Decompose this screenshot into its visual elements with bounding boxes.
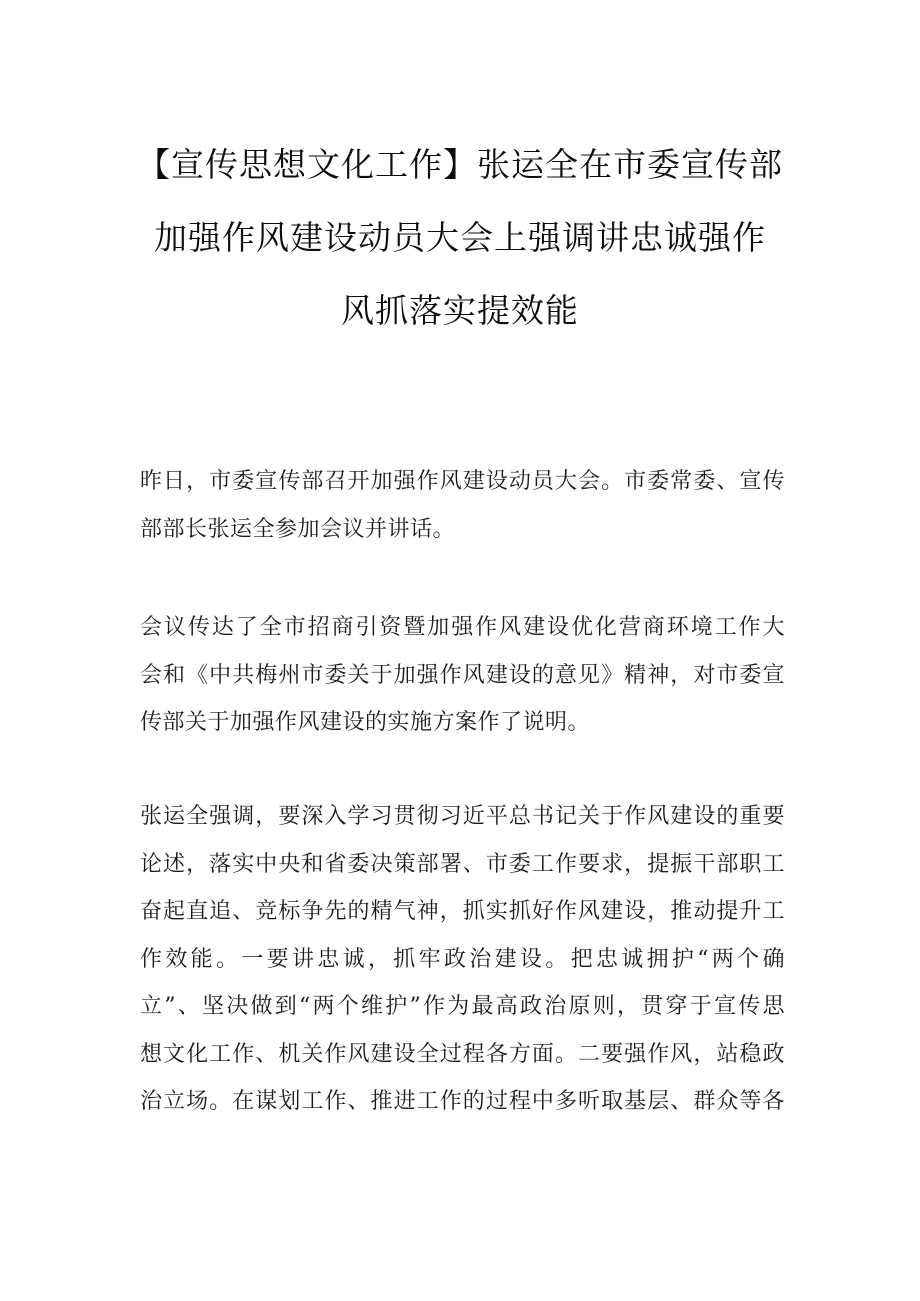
paragraph-line: 立”、坚决做到“两个维护”作为最高政治原则，贯穿于宣传思 [140,994,785,1019]
title-line: 加强作风建设动员大会上强调讲忠诚强作 [154,218,766,257]
paragraph-line: 治立场。在谋划工作、推进工作的过程中多听取基层、群众等各 [140,1089,785,1114]
paragraph-line: 会和《中共梅州市委关于加强作风建设的意见》精神，对市委宣 [140,662,785,688]
paragraph-line: 想文化工作、机关作风建设全过程各方面。二要强作风，站稳政 [140,1041,785,1067]
paragraph-line: 会议传达了全市招商引资暨加强作风建设优化营商环境工作大 [140,615,785,640]
paragraph-line: 奋起直追、竞标争先的精气神，抓实抓好作风建设，推动提升工 [140,899,785,924]
title-line: 【宣传思想文化工作】张运全在市委宣传部 [137,145,783,184]
paragraph-line: 作效能。一要讲忠诚，抓牢政治建设。把忠诚拥护“两个确 [140,946,785,972]
paragraph-meeting [140,604,785,747]
paragraph-line: 昨日，市委宣传部召开加强作风建设动员大会。市委常委、宣传 [140,469,785,494]
paragraph-line: 部部长张运全参加会议并讲话。 [140,516,456,542]
paragraph-intro [140,458,785,553]
paragraph-emphasis [140,793,785,1126]
article-title [130,128,790,347]
title-line: 风抓落实提效能 [341,291,579,330]
paragraph-line: 传部关于加强作风建设的实施方案作了说明。 [140,710,591,735]
paragraph-line: 张运全强调，要深入学习贯彻习近平总书记关于作风建设的重要 [140,804,785,829]
paragraph-line: 论述，落实中央和省委决策部署、市委工作要求，提振干部职工 [140,851,785,877]
